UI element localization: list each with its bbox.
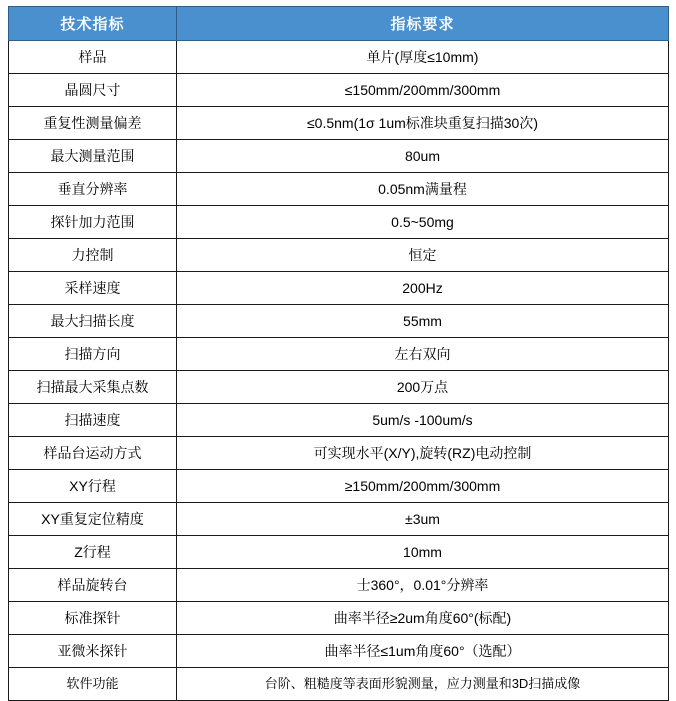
cell-metric: 样品台运动方式 — [9, 437, 177, 470]
cell-requirement: 0.5~50mg — [177, 206, 669, 239]
cell-requirement: 台阶、粗糙度等表面形貌测量，应力测量和3D扫描成像 — [177, 668, 669, 701]
cell-requirement: 单片(厚度≤10mm) — [177, 41, 669, 74]
cell-requirement: 55mm — [177, 305, 669, 338]
table-header-row — [9, 7, 669, 41]
table-row — [9, 371, 669, 404]
cell-metric: 亚微米探针 — [9, 635, 177, 668]
table-row — [9, 74, 669, 107]
cell-requirement: 200万点 — [177, 371, 669, 404]
cell-metric: XY行程 — [9, 470, 177, 503]
cell-metric: 采样速度 — [9, 272, 177, 305]
cell-metric: 扫描速度 — [9, 404, 177, 437]
cell-metric: 探针加力范围 — [9, 206, 177, 239]
cell-requirement: 5um/s -100um/s — [177, 404, 669, 437]
table-row — [9, 239, 669, 272]
table-row — [9, 536, 669, 569]
table-row — [9, 173, 669, 206]
cell-requirement: ≤0.5nm(1σ 1um标准块重复扫描30次) — [177, 107, 669, 140]
cell-requirement: 曲率半径≥2um角度60°(标配) — [177, 602, 669, 635]
cell-metric: 样品 — [9, 41, 177, 74]
table-row — [9, 140, 669, 173]
table-row — [9, 635, 669, 668]
table-row — [9, 338, 669, 371]
cell-metric: 扫描最大采集点数 — [9, 371, 177, 404]
cell-requirement: 0.05nm满量程 — [177, 173, 669, 206]
cell-requirement: ≤150mm/200mm/300mm — [177, 74, 669, 107]
table-row — [9, 569, 669, 602]
cell-requirement: 200Hz — [177, 272, 669, 305]
table-row — [9, 41, 669, 74]
table-body — [9, 41, 669, 701]
cell-metric: 样品旋转台 — [9, 569, 177, 602]
cell-metric: 最大测量范围 — [9, 140, 177, 173]
cell-metric: 软件功能 — [9, 668, 177, 701]
cell-requirement: ≥150mm/200mm/300mm — [177, 470, 669, 503]
table-row — [9, 272, 669, 305]
cell-requirement: 曲率半径≤1um角度60°（选配） — [177, 635, 669, 668]
cell-metric: 标准探针 — [9, 602, 177, 635]
table-row — [9, 107, 669, 140]
cell-metric: Z行程 — [9, 536, 177, 569]
specifications-table — [8, 6, 669, 701]
header-cell-metric: 技术指标 — [9, 7, 177, 41]
cell-metric: 晶圆尺寸 — [9, 74, 177, 107]
cell-metric: 扫描方向 — [9, 338, 177, 371]
cell-metric: 力控制 — [9, 239, 177, 272]
cell-requirement: 80um — [177, 140, 669, 173]
cell-metric: 重复性测量偏差 — [9, 107, 177, 140]
table-row — [9, 305, 669, 338]
cell-metric: XY重复定位精度 — [9, 503, 177, 536]
table-row — [9, 470, 669, 503]
header-cell-requirement: 指标要求 — [177, 7, 669, 41]
table-row — [9, 602, 669, 635]
table-row — [9, 404, 669, 437]
cell-requirement: 左右双向 — [177, 338, 669, 371]
cell-requirement: 士360°，0.01°分辨率 — [177, 569, 669, 602]
cell-metric: 最大扫描长度 — [9, 305, 177, 338]
cell-metric: 垂直分辨率 — [9, 173, 177, 206]
cell-requirement: 10mm — [177, 536, 669, 569]
cell-requirement: 恒定 — [177, 239, 669, 272]
table-row — [9, 503, 669, 536]
table-row — [9, 437, 669, 470]
table-row — [9, 668, 669, 701]
cell-requirement: ±3um — [177, 503, 669, 536]
cell-requirement: 可实现水平(X/Y),旋转(RZ)电动控制 — [177, 437, 669, 470]
table-row — [9, 206, 669, 239]
